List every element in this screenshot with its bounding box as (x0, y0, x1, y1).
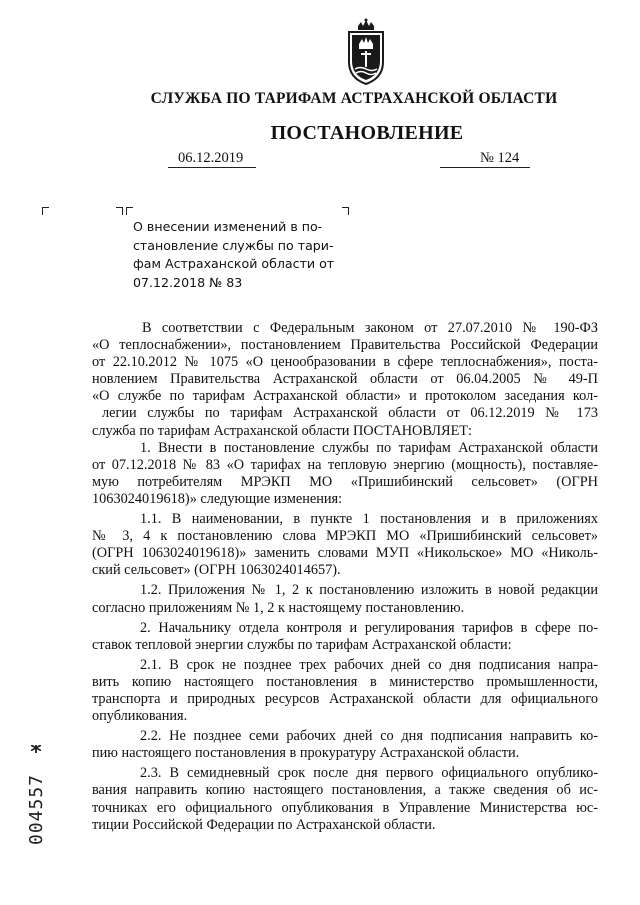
body-line: от 22.10.2012 № 1075 «О ценообразовании в сфере теплоснабжения», поста- (92, 354, 598, 371)
subject-line: фам Астраханской области от (133, 256, 335, 272)
subject-line: становление службы по тари- (133, 237, 334, 253)
body-line: транспорта и природных ресурсов Астраханской области для официального (92, 690, 598, 707)
document-number (440, 150, 530, 168)
body-line: 2.2. Не позднее семи рабочих дней со дня подписания направить ко- (140, 728, 598, 745)
corner-mark (126, 207, 133, 215)
subject-line: О внесении изменений в по- (133, 219, 323, 234)
body-line: 1. Внести в постановление службы по тарифам Астраханской области (140, 439, 598, 456)
astrakhan-coat-of-arms-icon (344, 18, 388, 88)
body-line: точниках его официального опубликования в Управление Министерства юс- (92, 799, 598, 816)
body-line: легии службы по тарифам Астраханской области от 06.12.2019 № 173 (102, 405, 598, 422)
stamp-serial: 004557 (26, 773, 47, 845)
body-line: (ОГРН 1063024019618)» заменить словами МУП «Никольское» МО «Николь- (92, 545, 598, 562)
organization-title: СЛУЖБА ПО ТАРИФАМ АСТРАХАНСКОЙ ОБЛАСТИ (150, 90, 558, 107)
corner-mark (42, 207, 49, 215)
body-line: служба по тарифам Астраханской области ПОСТАНОВЛЯЕТ: (92, 422, 473, 439)
body-line: 1.1. В наименовании, в пункте 1 постановления и в приложениях (140, 511, 598, 528)
body-line: 2. Начальнику отдела контроля и регулирования тарифов в сфере по- (140, 619, 598, 636)
body-line: ский сельсовет» (ОГРН 1063024014657). (92, 562, 341, 579)
body-line: от 07.12.2018 № 83 «О тарифах на тепловую энергию (мощность), поставляе- (92, 456, 598, 473)
body-line: согласно приложениям № 1, 2 к настоящему постановлению. (92, 599, 465, 616)
body-line: опубликования. (92, 708, 188, 725)
document-body (92, 320, 598, 834)
document-number-label: № 124 (480, 150, 520, 166)
document-subject (133, 218, 338, 293)
body-line: пию настоящего постановления в прокуратуру Астраханской области. (92, 745, 520, 762)
body-line: 2.3. В семидневный срок после дня первого официального опублико- (140, 765, 598, 782)
document-type-heading: ПОСТАНОВЛЕНИЕ (270, 122, 464, 144)
body-line: «О службе по тарифам Астраханской области» и протоколом заседания кол- (92, 388, 598, 405)
body-line: тиции Российской Федерации по Астраханской области. (92, 816, 436, 833)
stamp-mark: * (30, 745, 42, 765)
corner-mark (342, 207, 349, 215)
body-line: 1.2. Приложения № 1, 2 к постановлению изложить в новой редакции (140, 582, 598, 599)
body-line: ставок тепловой энергии службы по тарифам Астраханской области: (92, 636, 512, 653)
body-line: вить копию настоящего постановления в министерство промышленности, (92, 673, 598, 690)
subject-line: 07.12.2018 № 83 (133, 275, 243, 291)
serial-stamp (20, 745, 50, 855)
body-line: вания направить копию настоящего постановления, а также сведения об ис- (92, 782, 598, 799)
document-date: 06.12.2019 (168, 150, 256, 168)
body-line: В соответствии с Федеральным законом от 27.07.2010 № 190-ФЗ (142, 320, 598, 336)
body-line: 2.1. В срок не позднее трех рабочих дней со дня подписания напра- (140, 656, 598, 673)
body-line: мую потребителям МРЭКП МО «Пришибинский сельсовет» (ОГРН (92, 473, 598, 490)
body-line: 1063024019618)» следующие изменения: (92, 490, 343, 507)
body-line: № 3, 4 к постановлению слова МРЭКП МО «Пришибинский сельсовет» (92, 528, 598, 545)
body-line: «О теплоснабжении», постановлением Правительства Российской Федерации (92, 337, 598, 354)
corner-mark (116, 207, 123, 215)
body-line: новлением Правительства Астраханской области от 06.04.2005 № 49-П (92, 371, 598, 388)
